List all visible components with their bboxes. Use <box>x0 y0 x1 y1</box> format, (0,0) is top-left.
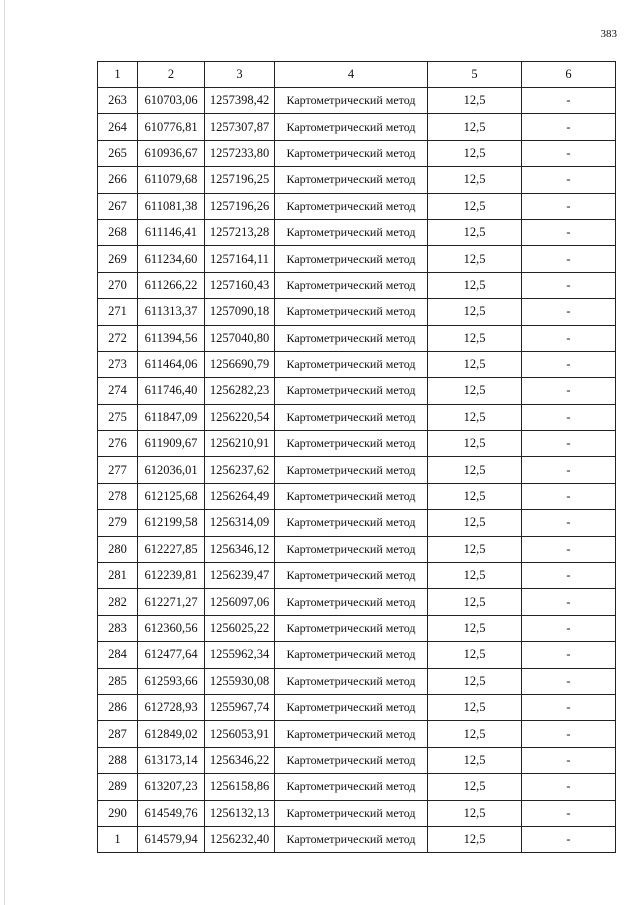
table-body <box>98 88 616 853</box>
cell-point-number: 281 <box>98 563 138 589</box>
cell-method: Картометрический метод <box>275 246 428 272</box>
cell-y-coordinate: 1256220,54 <box>205 404 275 430</box>
cell-note: - <box>522 431 616 457</box>
cell-method: Картометрический метод <box>275 378 428 404</box>
cell-y-coordinate: 1257160,43 <box>205 272 275 298</box>
table-row <box>98 483 616 509</box>
cell-accuracy: 12,5 <box>428 457 522 483</box>
cell-accuracy: 12,5 <box>428 563 522 589</box>
cell-y-coordinate: 1257233,80 <box>205 140 275 166</box>
table-row <box>98 774 616 800</box>
cell-y-coordinate: 1256237,62 <box>205 457 275 483</box>
header-cell-3: 3 <box>205 62 275 88</box>
cell-y-coordinate: 1256025,22 <box>205 615 275 641</box>
cell-accuracy: 12,5 <box>428 694 522 720</box>
cell-accuracy: 12,5 <box>428 536 522 562</box>
cell-point-number: 290 <box>98 800 138 826</box>
cell-point-number: 267 <box>98 193 138 219</box>
cell-point-number: 274 <box>98 378 138 404</box>
cell-point-number: 271 <box>98 299 138 325</box>
cell-accuracy: 12,5 <box>428 615 522 641</box>
cell-x-coordinate: 612477,64 <box>138 642 205 668</box>
cell-x-coordinate: 612849,02 <box>138 721 205 747</box>
cell-accuracy: 12,5 <box>428 589 522 615</box>
cell-y-coordinate: 1256690,79 <box>205 351 275 377</box>
cell-method: Картометрический метод <box>275 510 428 536</box>
cell-method: Картометрический метод <box>275 167 428 193</box>
header-cell-1: 1 <box>98 62 138 88</box>
table-row <box>98 563 616 589</box>
table-row <box>98 536 616 562</box>
cell-x-coordinate: 612593,66 <box>138 668 205 694</box>
cell-x-coordinate: 611746,40 <box>138 378 205 404</box>
cell-x-coordinate: 611909,67 <box>138 431 205 457</box>
cell-y-coordinate: 1257164,11 <box>205 246 275 272</box>
cell-accuracy: 12,5 <box>428 721 522 747</box>
cell-note: - <box>522 325 616 351</box>
cell-point-number: 278 <box>98 483 138 509</box>
table-row <box>98 272 616 298</box>
cell-note: - <box>522 404 616 430</box>
cell-y-coordinate: 1257307,87 <box>205 114 275 140</box>
cell-x-coordinate: 611394,56 <box>138 325 205 351</box>
cell-point-number: 268 <box>98 219 138 245</box>
header-cell-6: 6 <box>522 62 616 88</box>
cell-method: Картометрический метод <box>275 193 428 219</box>
cell-y-coordinate: 1256158,86 <box>205 774 275 800</box>
cell-point-number: 275 <box>98 404 138 430</box>
cell-method: Картометрический метод <box>275 431 428 457</box>
cell-y-coordinate: 1255967,74 <box>205 694 275 720</box>
cell-method: Картометрический метод <box>275 668 428 694</box>
cell-method: Картометрический метод <box>275 694 428 720</box>
table-row <box>98 747 616 773</box>
cell-method: Картометрический метод <box>275 457 428 483</box>
cell-note: - <box>522 114 616 140</box>
cell-point-number: 264 <box>98 114 138 140</box>
cell-x-coordinate: 612036,01 <box>138 457 205 483</box>
table-row <box>98 167 616 193</box>
cell-method: Картометрический метод <box>275 88 428 114</box>
cell-method: Картометрический метод <box>275 272 428 298</box>
table-row <box>98 668 616 694</box>
cell-accuracy: 12,5 <box>428 351 522 377</box>
cell-point-number: 288 <box>98 747 138 773</box>
cell-accuracy: 12,5 <box>428 668 522 694</box>
cell-accuracy: 12,5 <box>428 510 522 536</box>
cell-note: - <box>522 167 616 193</box>
table-row <box>98 351 616 377</box>
cell-accuracy: 12,5 <box>428 299 522 325</box>
cell-y-coordinate: 1256346,12 <box>205 536 275 562</box>
cell-x-coordinate: 612239,81 <box>138 563 205 589</box>
table-row <box>98 325 616 351</box>
cell-point-number: 272 <box>98 325 138 351</box>
cell-point-number: 283 <box>98 615 138 641</box>
cell-x-coordinate: 611234,60 <box>138 246 205 272</box>
cell-method: Картометрический метод <box>275 774 428 800</box>
cell-y-coordinate: 1256282,23 <box>205 378 275 404</box>
cell-y-coordinate: 1256210,91 <box>205 431 275 457</box>
cell-note: - <box>522 800 616 826</box>
cell-note: - <box>522 826 616 852</box>
cell-method: Картометрический метод <box>275 325 428 351</box>
cell-y-coordinate: 1257040,80 <box>205 325 275 351</box>
cell-note: - <box>522 378 616 404</box>
cell-note: - <box>522 563 616 589</box>
cell-point-number: 280 <box>98 536 138 562</box>
cell-note: - <box>522 351 616 377</box>
table-row <box>98 299 616 325</box>
cell-note: - <box>522 642 616 668</box>
cell-method: Картометрический метод <box>275 747 428 773</box>
cell-point-number: 276 <box>98 431 138 457</box>
cell-accuracy: 12,5 <box>428 140 522 166</box>
cell-y-coordinate: 1257196,25 <box>205 167 275 193</box>
cell-note: - <box>522 88 616 114</box>
cell-point-number: 286 <box>98 694 138 720</box>
cell-accuracy: 12,5 <box>428 193 522 219</box>
cell-y-coordinate: 1257213,28 <box>205 219 275 245</box>
cell-point-number: 270 <box>98 272 138 298</box>
cell-point-number: 284 <box>98 642 138 668</box>
table-row <box>98 114 616 140</box>
table-row <box>98 457 616 483</box>
cell-accuracy: 12,5 <box>428 826 522 852</box>
cell-point-number: 279 <box>98 510 138 536</box>
cell-point-number: 269 <box>98 246 138 272</box>
table-row <box>98 826 616 852</box>
cell-method: Картометрический метод <box>275 826 428 852</box>
header-cell-2: 2 <box>138 62 205 88</box>
cell-method: Картометрический метод <box>275 615 428 641</box>
cell-x-coordinate: 610936,67 <box>138 140 205 166</box>
cell-accuracy: 12,5 <box>428 747 522 773</box>
cell-method: Картометрический метод <box>275 800 428 826</box>
cell-note: - <box>522 747 616 773</box>
cell-note: - <box>522 668 616 694</box>
cell-method: Картометрический метод <box>275 140 428 166</box>
cell-accuracy: 12,5 <box>428 246 522 272</box>
cell-point-number: 289 <box>98 774 138 800</box>
cell-x-coordinate: 610776,81 <box>138 114 205 140</box>
cell-point-number: 277 <box>98 457 138 483</box>
cell-x-coordinate: 612360,56 <box>138 615 205 641</box>
cell-accuracy: 12,5 <box>428 167 522 193</box>
cell-method: Картометрический метод <box>275 721 428 747</box>
cell-x-coordinate: 612271,27 <box>138 589 205 615</box>
coordinates-table <box>97 61 616 853</box>
cell-accuracy: 12,5 <box>428 431 522 457</box>
cell-note: - <box>522 536 616 562</box>
cell-note: - <box>522 299 616 325</box>
cell-accuracy: 12,5 <box>428 378 522 404</box>
table-row <box>98 510 616 536</box>
cell-accuracy: 12,5 <box>428 483 522 509</box>
cell-x-coordinate: 611081,38 <box>138 193 205 219</box>
cell-x-coordinate: 612199,58 <box>138 510 205 536</box>
cell-x-coordinate: 611266,22 <box>138 272 205 298</box>
cell-note: - <box>522 589 616 615</box>
cell-y-coordinate: 1256314,09 <box>205 510 275 536</box>
cell-accuracy: 12,5 <box>428 114 522 140</box>
cell-x-coordinate: 612227,85 <box>138 536 205 562</box>
cell-x-coordinate: 611313,37 <box>138 299 205 325</box>
cell-y-coordinate: 1256132,13 <box>205 800 275 826</box>
cell-point-number: 265 <box>98 140 138 166</box>
cell-method: Картометрический метод <box>275 299 428 325</box>
table-row <box>98 431 616 457</box>
cell-method: Картометрический метод <box>275 219 428 245</box>
cell-note: - <box>522 272 616 298</box>
cell-note: - <box>522 721 616 747</box>
cell-note: - <box>522 694 616 720</box>
table-row <box>98 378 616 404</box>
cell-x-coordinate: 611079,68 <box>138 167 205 193</box>
table-header <box>98 62 616 88</box>
cell-point-number: 282 <box>98 589 138 615</box>
table-row <box>98 140 616 166</box>
table-row <box>98 404 616 430</box>
cell-note: - <box>522 246 616 272</box>
cell-note: - <box>522 483 616 509</box>
cell-x-coordinate: 611146,41 <box>138 219 205 245</box>
cell-y-coordinate: 1256097,06 <box>205 589 275 615</box>
cell-accuracy: 12,5 <box>428 800 522 826</box>
cell-accuracy: 12,5 <box>428 774 522 800</box>
cell-method: Картометрический метод <box>275 563 428 589</box>
page-number: 383 <box>600 28 617 40</box>
cell-method: Картометрический метод <box>275 351 428 377</box>
cell-note: - <box>522 140 616 166</box>
cell-x-coordinate: 613207,23 <box>138 774 205 800</box>
cell-accuracy: 12,5 <box>428 642 522 668</box>
cell-note: - <box>522 219 616 245</box>
cell-point-number: 266 <box>98 167 138 193</box>
cell-x-coordinate: 612125,68 <box>138 483 205 509</box>
cell-accuracy: 12,5 <box>428 272 522 298</box>
header-cell-4: 4 <box>275 62 428 88</box>
table-row <box>98 694 616 720</box>
header-cell-5: 5 <box>428 62 522 88</box>
cell-point-number: 273 <box>98 351 138 377</box>
cell-note: - <box>522 615 616 641</box>
cell-y-coordinate: 1256053,91 <box>205 721 275 747</box>
table-row <box>98 721 616 747</box>
cell-method: Картометрический метод <box>275 642 428 668</box>
cell-accuracy: 12,5 <box>428 88 522 114</box>
cell-y-coordinate: 1257090,18 <box>205 299 275 325</box>
cell-y-coordinate: 1256239,47 <box>205 563 275 589</box>
cell-method: Картометрический метод <box>275 483 428 509</box>
cell-x-coordinate: 610703,06 <box>138 88 205 114</box>
cell-accuracy: 12,5 <box>428 219 522 245</box>
table-row <box>98 219 616 245</box>
cell-point-number: 285 <box>98 668 138 694</box>
cell-point-number: 287 <box>98 721 138 747</box>
cell-method: Картометрический метод <box>275 404 428 430</box>
cell-x-coordinate: 614549,76 <box>138 800 205 826</box>
cell-x-coordinate: 614579,94 <box>138 826 205 852</box>
cell-method: Картометрический метод <box>275 114 428 140</box>
cell-method: Картометрический метод <box>275 589 428 615</box>
cell-accuracy: 12,5 <box>428 404 522 430</box>
scan-edge <box>4 0 5 905</box>
cell-x-coordinate: 612728,93 <box>138 694 205 720</box>
cell-y-coordinate: 1255962,34 <box>205 642 275 668</box>
cell-y-coordinate: 1257398,42 <box>205 88 275 114</box>
cell-note: - <box>522 193 616 219</box>
cell-note: - <box>522 457 616 483</box>
table-row <box>98 642 616 668</box>
cell-y-coordinate: 1256232,40 <box>205 826 275 852</box>
cell-x-coordinate: 611464,06 <box>138 351 205 377</box>
cell-x-coordinate: 611847,09 <box>138 404 205 430</box>
cell-method: Картометрический метод <box>275 536 428 562</box>
table-row <box>98 88 616 114</box>
cell-y-coordinate: 1257196,26 <box>205 193 275 219</box>
cell-accuracy: 12,5 <box>428 325 522 351</box>
cell-y-coordinate: 1255930,08 <box>205 668 275 694</box>
cell-point-number: 1 <box>98 826 138 852</box>
cell-x-coordinate: 613173,14 <box>138 747 205 773</box>
cell-y-coordinate: 1256346,22 <box>205 747 275 773</box>
table-row <box>98 800 616 826</box>
table-row <box>98 615 616 641</box>
cell-y-coordinate: 1256264,49 <box>205 483 275 509</box>
cell-point-number: 263 <box>98 88 138 114</box>
header-row <box>98 62 616 88</box>
cell-note: - <box>522 510 616 536</box>
table-row <box>98 246 616 272</box>
table-row <box>98 193 616 219</box>
cell-note: - <box>522 774 616 800</box>
table-row <box>98 589 616 615</box>
